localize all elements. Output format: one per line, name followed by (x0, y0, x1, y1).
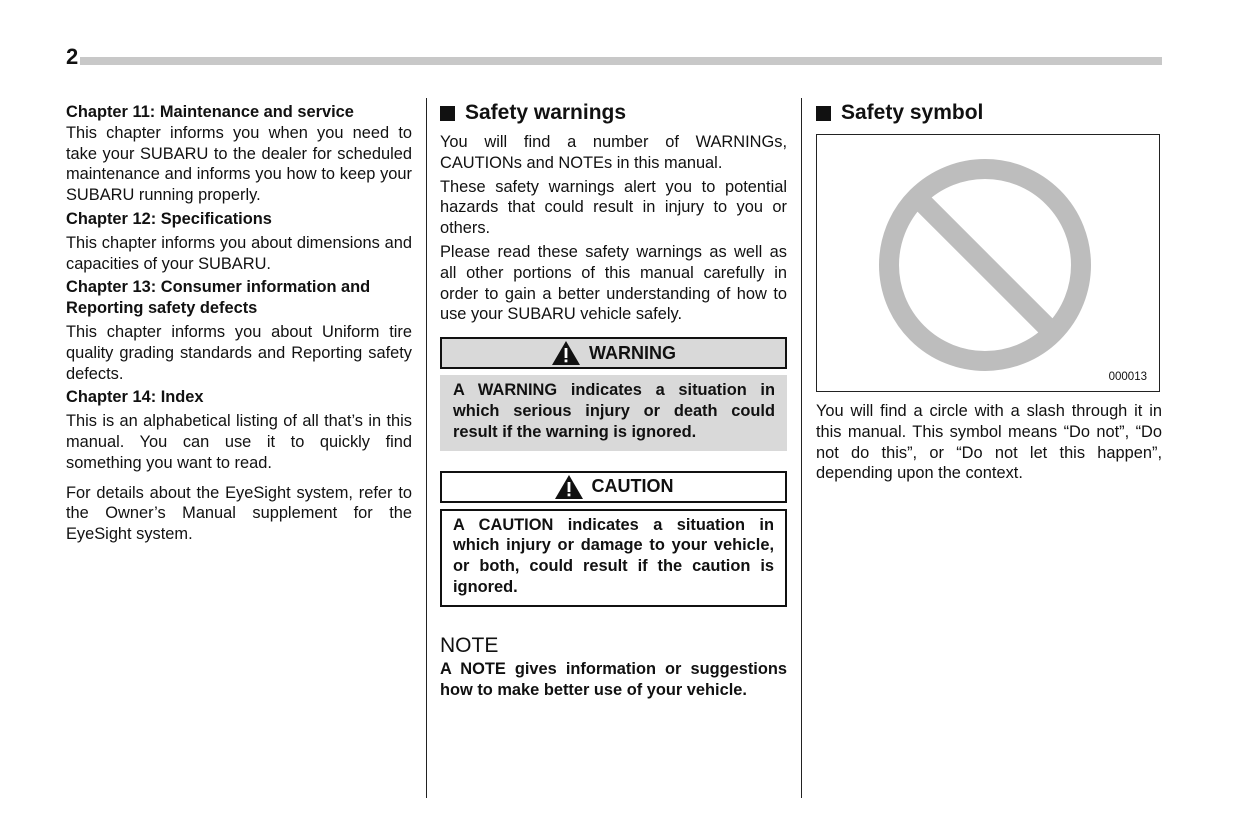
section-bullet-icon (816, 106, 831, 121)
caution-triangle-icon (554, 474, 584, 500)
note-heading: NOTE (440, 633, 499, 657)
section-bullet-icon (440, 106, 455, 121)
caution-header (440, 471, 787, 503)
left-column (66, 100, 412, 545)
caution-text: A CAUTION indicates a situation in which injury or damage to your vehicle, or both, could result if the caution is ignored. (453, 515, 774, 596)
chapter-11-description: This chapter informs you when you need to take your SUBARU to the dealer for scheduled maintenance and informs you how to keep your SUBARU running properly. (66, 123, 412, 205)
safety-symbol-figure (816, 134, 1160, 392)
section-title-text: Safety symbol (841, 101, 984, 124)
caution-label: CAUTION (591, 476, 674, 497)
chapter-14-title: Chapter 14: Index (66, 388, 204, 407)
caution-body (440, 509, 787, 607)
warning-header (440, 337, 787, 369)
figure-code: 000013 (1108, 371, 1147, 383)
chapter-12-description: This chapter informs you about dimensions and capacities of your SUBARU. (66, 233, 412, 273)
column-divider (801, 98, 802, 798)
warning-body (440, 375, 787, 450)
section-title-text: Safety warnings (465, 101, 627, 124)
hazard-paragraph: These safety warnings alert you to potential hazards that could result in injury to you or others. (440, 177, 787, 238)
header-rule (80, 57, 1162, 65)
right-column (816, 100, 1162, 484)
intro-paragraph: You will find a number of WARNINGs, CAUTIONs and NOTEs in this manual. (440, 133, 787, 172)
safety-warnings-heading (440, 100, 787, 126)
read-carefully-paragraph: Please read these safety warnings as well as all other portions of this manual carefully in order to gain a better understanding of how to use your SUBARU vehicle safely. (440, 242, 787, 324)
page-number: 2 (66, 44, 79, 69)
safety-symbol-heading (816, 100, 1162, 126)
chapter-13-description: This chapter informs you about Uniform tire quality grading standards and Reporting safety defects. (66, 322, 412, 383)
chapter-11-title: Chapter 11: Maintenance and service (66, 103, 354, 121)
note-body (440, 659, 787, 701)
chapter-13-title: Chapter 13: Consumer information and Reporting safety defects (66, 278, 371, 318)
prohibition-icon (875, 155, 1095, 375)
eyesight-note: For details about the EyeSight system, refer to the Owner’s Manual supplement for the EyeSight system. (66, 483, 412, 544)
warning-label: WARNING (589, 342, 676, 363)
column-divider (426, 98, 427, 798)
warning-text: A WARNING indicates a situation in which serious injury or death could result if the warning is ignored. (453, 381, 775, 441)
warning-triangle-icon (551, 340, 581, 366)
middle-column (440, 100, 787, 700)
chapter-12-title: Chapter 12: Specifications (66, 209, 272, 228)
chapter-14-description: This is an alphabetical listing of all that’s in this manual. You can use it to quickly find something you want to read. (66, 412, 412, 472)
note-text: A NOTE gives information or suggestions how to make better use of your vehicle. (440, 659, 787, 699)
symbol-description: You will find a circle with a slash through it in this manual. This symbol means “Do not”, “Do not do this”, or “Do not let this happen”, depending upon the context. (816, 402, 1162, 483)
